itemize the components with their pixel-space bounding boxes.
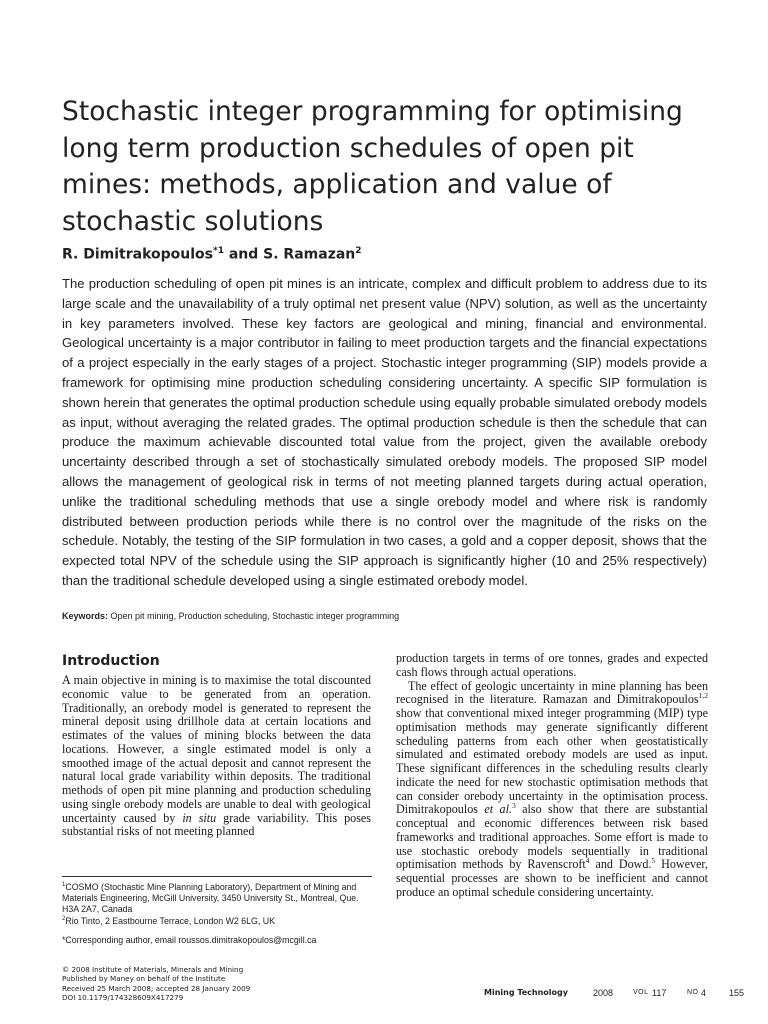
intro-italic-et-al: et al.: [484, 802, 512, 817]
corresponding-author: *Corresponding author, email roussos.dimitrakopoulos@mcgill.ca: [62, 934, 317, 945]
copyright-line: © 2008 Institute of Materials, Minerals and Mining: [62, 965, 244, 974]
keywords-list: Open pit mining, Production scheduling, Stochastic integer programming: [110, 611, 400, 621]
intro-text-2d: and Dowd.: [589, 857, 652, 872]
intro-text-2c: also show that there are substantial conceptual and economic differences between risk based frameworks and traditional approaches. Some effort is made to use stochastic orebody models sequentially in traditional optimisation methods by Ravenscroft: [396, 802, 709, 872]
abstract: The production scheduling of open pit mines is an intricate, complex and difficult problem to address due to its large scale and the unavailability of a truly optimal net present value (NPV) solution, as well as the uncertainty in key parameters involved. These key factors are geological and mining, financial and environmental. Geological uncertainty is a major contributor in failing to meet production targets and the financial expectations of a project especially in the early stages of a project. Stochastic integer programming (SIP) models provide a framework for optimising mine production scheduling considering uncertainty. A specific SIP formulation is shown herein that generates the optimal production schedule using equally probable simulated orebody models as input, without averaging the related grades. The optimal production schedule is then the schedule that can produce the maximum achievable discounted total value from the project, given the available orebody uncertainty described through a set of stochastically simulated orebody models. The proposed SIP model allows the management of geological risk in terms of not meeting planned targets during actual operation, unlike the traditional scheduling methods that use a single orebody model and where risk is randomly distributed between production periods while there is no control over the magnitude of the risks on the schedule. Notably, the testing of the SIP formulation in two cases, a gold and a copper deposit, shows that the expected total NPV of the schedule using the SIP approach is significantly higher (10 and 25% respectively) than the traditional schedule developed using a single estimated orebody model.: [62, 276, 707, 588]
footnote-2-mark: 2: [62, 915, 66, 922]
page-footer: [484, 988, 748, 1002]
citation-ref: 5: [651, 856, 656, 866]
author-connector: and: [223, 246, 264, 263]
intro-text-2a: The effect of geologic uncertainty in mine planning has been recognised in the literature. Ramazan and Dimitrakopoulos: [396, 678, 708, 707]
footnotes: [62, 882, 372, 946]
authors: [62, 241, 362, 265]
keywords-label: Keywords:: [62, 611, 109, 621]
journal-year: 2008: [593, 988, 614, 998]
citation-ref: 1,2: [698, 691, 708, 701]
footnote-1-mark: 1: [62, 882, 66, 888]
footnote-divider: [62, 876, 372, 877]
article-title: Stochastic integer programming for optimising long term production schedules of open pit mines: methods, application and value of stochastic solutions: [62, 96, 683, 237]
intro-text-1a: A main objective in mining is to maximise the total discounted economic value to be generated from an operation. Traditionally, an orebody model is generated to represent the mineral deposit using drillhole data at certain locations and estimates of the values of mining blocks between the data locations. However, a single estimated model is only a smoothed image of the actual deposit and cannot represent the natural local grade variability within deposits. The traditional methods of open pit mine planning and production scheduling using single orebody models are unable to deal with geological uncertainty caused by: [62, 673, 371, 825]
volume-number: 117: [652, 988, 667, 998]
section-heading-introduction: Introduction: [62, 653, 160, 669]
intro-text-2b: show that conventional mixed integer programming (MIP) type optimisation methods may generate significantly different scheduling patterns from each other when geostatistically simulated and estimated orebody models are used as input. These significant differences in the scheduling results clearly indicate the need for new stochastic optimisation methods that can consider orebody uncertainty in the optimisation process. Dimitrakopoulos: [396, 706, 708, 817]
keywords: [62, 610, 707, 622]
author-1-mark: *1: [213, 246, 224, 256]
doi-line: DOI 10.1179/174328609X417279: [62, 992, 184, 1002]
intro-column-2: [396, 652, 708, 900]
footnote-2: [62, 916, 372, 927]
intro-para-continued: production targets in terms of ore tonnes, grades and expected cash flows through actual operations.: [396, 651, 708, 679]
footnote-1-text: COSMO (Stochastic Mine Planning Laboratory), Department of Mining and Materials Engineering, McGill University, 3450 University St., Montreal, Que. H3A 2A7, Canada: [62, 882, 359, 915]
intro-column-1: [62, 674, 371, 839]
publisher-line: Published by Maney on behalf of the Institute: [62, 974, 226, 984]
publication-info: [62, 965, 362, 1002]
issue-number: 4: [701, 988, 707, 998]
journal-name: Mining Technology: [484, 988, 568, 997]
intro-italic-in-situ: in situ: [182, 810, 217, 825]
citation-ref: 3: [511, 801, 516, 811]
intro-text-1b: grade variability. This poses substantial risks of not meeting planned: [62, 810, 372, 839]
issue-label: NO: [687, 989, 699, 996]
citation-ref: 4: [585, 856, 590, 866]
footnote-2-text: Rio Tinto, 2 Eastbourne Terrace, London W2 6LG, UK: [65, 915, 275, 926]
volume-label: VOL: [633, 989, 649, 996]
author-1: R. Dimitrakopoulos: [62, 246, 213, 263]
footnote-1: [62, 882, 372, 916]
received-line: Received 25 March 2008; accepted 28 January 2009: [62, 983, 251, 993]
author-2: S. Ramazan: [263, 246, 356, 263]
intro-para-2: [396, 680, 708, 900]
intro-text-2e: However, sequential processes are shown to be inefficient and cannot produce an optimal schedule considering uncertainty.: [396, 857, 709, 899]
author-2-mark: 2: [355, 246, 362, 256]
page-number: 155: [729, 988, 745, 998]
